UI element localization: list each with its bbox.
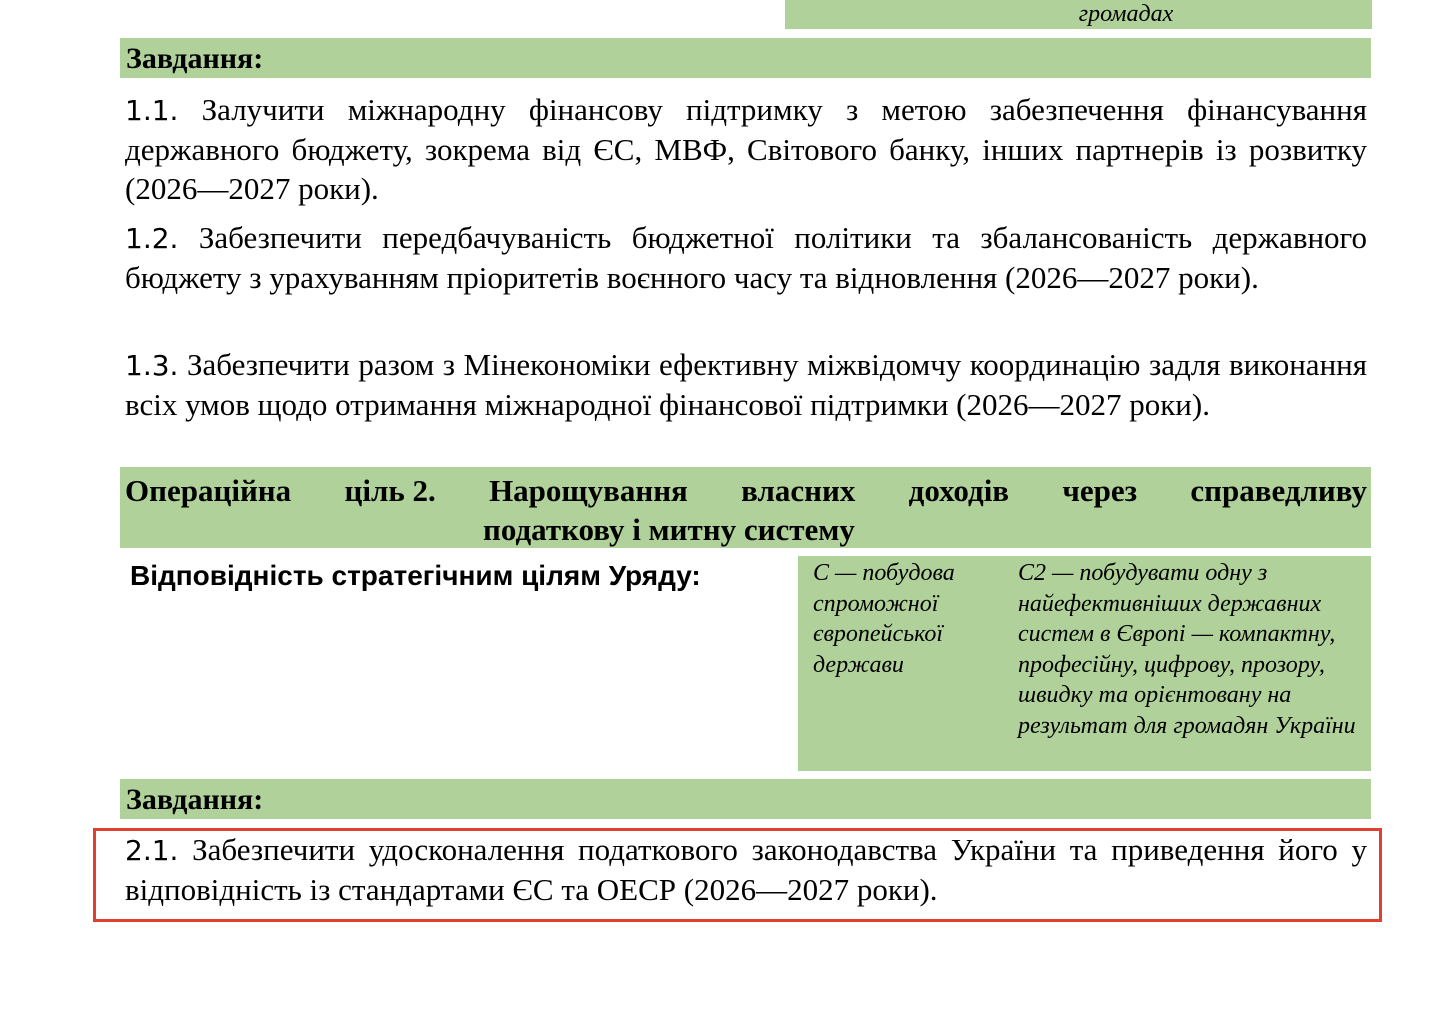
strategic-goals-cell: [798, 556, 1371, 771]
task-1-2: [125, 218, 1367, 297]
operational-goal-word: власних: [741, 473, 856, 508]
task-2-1: [125, 830, 1367, 909]
compliance-label: Відповідність стратегічним цілям Уряду:: [130, 560, 701, 591]
task-text: Забезпечити удосконалення податкового законодавства України та приведення його у відповідність із стандартами ЄС та ОЕСР (2026—2027 роки).: [125, 832, 1367, 907]
task-text: Забезпечити передбачуваність бюджетної політики та збалансованість державного бюджету з урахуванням пріоритетів воєнного часу та відновлення (2026—2027 роки).: [125, 220, 1368, 295]
task-number: 2.1.: [125, 834, 179, 867]
task-text: Забезпечити разом з Мінекономіки ефективну міжвідомчу координацію задля виконання всіх умов щодо отримання міжнародної фінансової підтримки (2026—2027 роки).: [125, 347, 1368, 422]
tasks-heading-1: Завдання:: [126, 42, 264, 75]
operational-goal-word: Нарощування: [489, 473, 688, 508]
operational-goal-line-1: [125, 471, 1367, 510]
task-text: Залучити міжнародну фінансову підтримку з метою забезпечення фінансування державного бюджету, зокрема від ЄС, МВФ, Світового банку, інших партнерів із розвитку (2026—2027 роки).: [125, 92, 1367, 206]
tasks-heading-band-2: [120, 779, 1371, 819]
tasks-heading-2: Завдання:: [126, 783, 264, 816]
strategic-goal-c: С — побудова спроможної європейської держави: [813, 560, 955, 678]
operational-goal-word: ціль 2.: [344, 473, 436, 508]
operational-goal-word: доходів: [908, 473, 1010, 508]
previous-goal-cell: [785, 0, 1372, 29]
task-1-3: [125, 345, 1367, 424]
task-1-1: [125, 90, 1367, 208]
strategic-goal-c2: С2 — побудувати одну з найефективніших державних систем в Європі — компактну, професійну, цифрову, прозору, швидку та орієнтовану на результат для громадян України: [1018, 560, 1356, 739]
task-number: 1.2.: [125, 222, 179, 255]
previous-goal-cell-text: громадах: [1078, 1, 1174, 27]
operational-goal-word: Операційна: [125, 473, 292, 508]
operational-goal-title: [125, 471, 1367, 549]
operational-goal-line-2: податкову і митну систему: [483, 512, 855, 547]
task-number: 1.1.: [125, 94, 179, 127]
operational-goal-band: [120, 467, 1371, 548]
operational-goal-word: справедливу: [1190, 473, 1367, 508]
tasks-heading-band-1: [120, 38, 1371, 78]
task-number: 1.3.: [125, 349, 179, 382]
operational-goal-word: через: [1062, 473, 1138, 508]
